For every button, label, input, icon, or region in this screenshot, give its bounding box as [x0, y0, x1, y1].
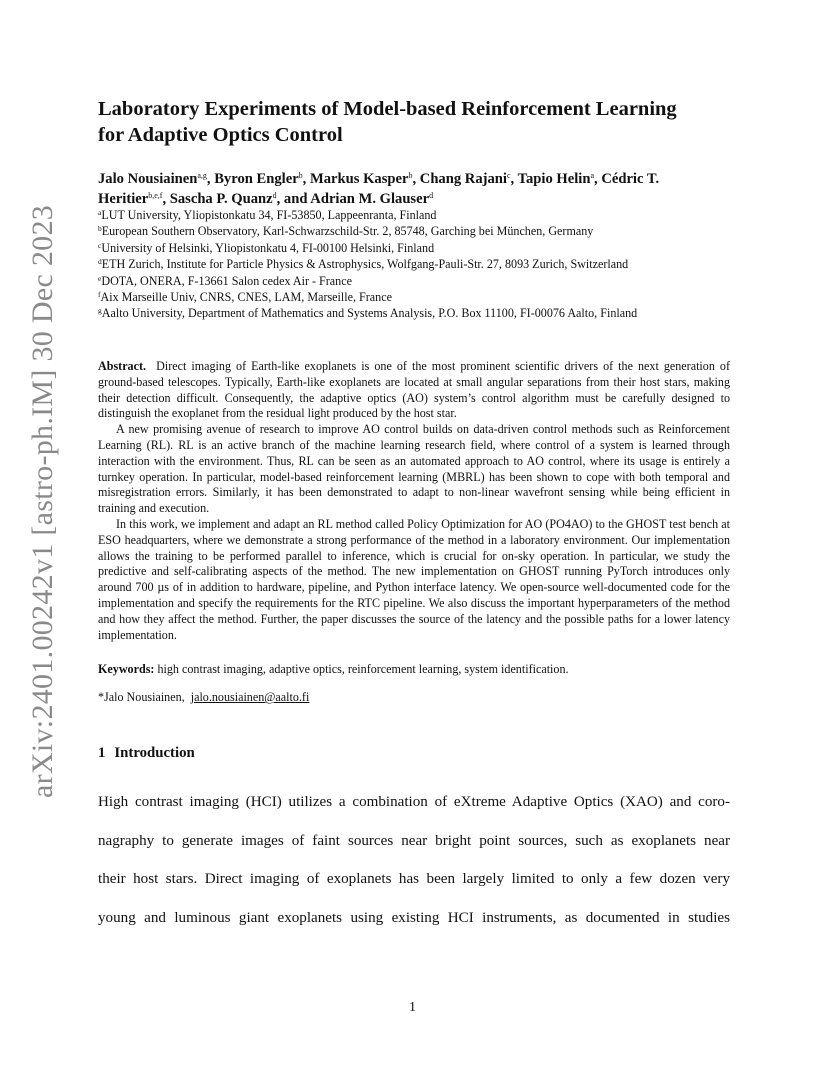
affiliation: [98, 207, 748, 223]
affiliation: [98, 256, 748, 272]
introduction-body: [98, 792, 730, 947]
affiliation-text: LUT University, Yliopistonkatu 34, FI-53850, Lappeenranta, Finland: [101, 208, 437, 222]
affiliation-text: University of Helsinki, Yliopistonkatu 4, FI-00100 Helsinki, Finland: [101, 240, 435, 255]
abstract: [98, 359, 730, 643]
author-affiliation-marker: c: [506, 171, 511, 180]
author-affiliation-marker: b: [408, 171, 413, 180]
affiliation-text: Aix Marseille Univ, CNRS, CNES, LAM, Marseille, France: [100, 290, 392, 305]
affiliation-marker: c: [98, 240, 102, 250]
author-name: Adrian M. Glauser: [310, 191, 430, 207]
title-line: Laboratory Experiments of Model-based Reinforcement Learning: [98, 98, 677, 120]
title-line: for Adaptive Optics Control: [98, 124, 343, 146]
author-separator: ,: [510, 171, 518, 187]
affiliation-text: Aalto University, Department of Mathematics and Systems Analysis, P.O. Box 11100, FI-00076 Aalto, Finland: [101, 306, 638, 321]
author-list: [98, 169, 730, 209]
abstract-paragraph-text: Direct imaging of Earth-like exoplanets is one of the most prominent scientific drivers of the next generation of ground-based telescopes. Typically, Earth-like exoplanets are located at small angular separations from their host stars, making their detection difficult. Consequently, the adaptive optics (AO) system’s control algorithm must be carefully designed to distinguish the exoplanet from the residual light produced by the host star.: [98, 359, 730, 421]
affiliation-marker: e: [98, 273, 102, 283]
email-link[interactable]: jalo.nousiainen@aalto.fi: [190, 690, 310, 704]
affiliation: [98, 223, 748, 239]
paper-title: [98, 96, 730, 148]
body-text-line: their host stars. Direct imaging of exoplanets has been largely limited to only a few dozen very: [98, 871, 730, 888]
body-text-line: young and luminous giant exoplanets using existing HCI instruments, as documented in studies: [98, 910, 730, 927]
author-name: Chang Rajani: [419, 171, 507, 187]
section-title: Introduction: [114, 745, 195, 761]
author-affiliation-marker: d: [272, 191, 277, 200]
author-name: Jalo Nousiainen: [98, 171, 198, 187]
author-affiliation-marker: a,g: [197, 171, 207, 180]
author-name: Tapio Helin: [517, 171, 591, 187]
affiliation-text: European Southern Observatory, Karl-Schwarzschild-Str. 2, 85748, Garching bei München, Germany: [101, 224, 594, 239]
author-name: Byron Engler: [214, 171, 299, 187]
abstract-paragraph: [98, 359, 730, 422]
corresponding-author-name: *Jalo Nousiainen,: [98, 690, 185, 704]
affiliation-marker: d: [98, 257, 102, 267]
affiliation-list: [98, 207, 748, 322]
author-affiliation-marker: b,e,f: [148, 191, 163, 200]
body-text-line: High contrast imaging (HCI) utilizes a combination of eXtreme Adaptive Optics (XAO) and coro-: [98, 794, 730, 810]
affiliation: [98, 289, 748, 305]
author-separator: ,: [412, 171, 420, 187]
author-separator: ,: [302, 171, 310, 187]
corresponding-author: [98, 690, 738, 705]
author-separator: ,: [162, 191, 170, 207]
affiliation-marker: b: [98, 224, 102, 234]
body-text-line: nagraphy to generate images of faint sources near bright point sources, such as exoplanets near: [98, 832, 730, 849]
arxiv-identifier-stamp: arXiv:2401.00242v1 [astro-ph.IM] 30 Dec 2023: [26, 204, 59, 798]
keywords: [98, 662, 738, 677]
page-number: 1: [409, 1000, 416, 1015]
affiliation: [98, 240, 748, 256]
author-separator: ,: [594, 171, 602, 187]
affiliation-text: ETH Zurich, Institute for Particle Physics & Astrophysics, Wolfgang-Pauli-Str. 27, 8093 Zurich, Switzerland: [101, 257, 629, 272]
abstract-paragraph: In this work, we implement and adapt an RL method called Policy Optimization for AO (PO4AO) to the GHOST test bench at ESO headquarters, where we demonstrate a strong performance of the method in a laboratory environment. Our implementation allows the training to be performed parallel to inference, which is crucial for on-sky operation. In particular, we study the predictive and self-calibrating aspects of the method. The new implementation on GHOST running PyTorch introduces only around 700 µs of in addition to hardware, pipeline, and Python interface latency. We open-source well-documented code for the implementation and specify the requirements for the RTC pipeline. We also discuss the important hyperparameters of the method and how they affect the method. Further, the paper discusses the source of the latency and the possible paths for a lower latency implementation.: [98, 516, 730, 642]
section-heading: [98, 745, 195, 762]
affiliation-text: DOTA, ONERA, F-13661 Salon cedex Air - France: [101, 273, 352, 288]
keywords-label: Keywords:: [98, 662, 155, 676]
author-line: [98, 189, 730, 209]
abstract-paragraph: A new promising avenue of research to improve AO control builds on data-driven control methods such as Reinforcement Learning (RL). RL is an active branch of the machine learning research field, where control of a system is learned through interaction with the environment. Thus, RL can be seen as an automated approach to AO control, where its usage is entirely a turnkey operation. In particular, model-based reinforcement learning (MBRL) has been shown to cope with both temporal and misregistration errors. Similarly, it has been demonstrated to adapt to non-linear wavefront sensing while being efficient in training and execution.: [98, 422, 730, 516]
affiliation-marker: f: [98, 290, 101, 300]
author-name: Markus Kasper: [309, 171, 409, 187]
affiliation-marker: g: [98, 306, 102, 316]
author-name-first-part: Cédric T.: [601, 171, 660, 187]
affiliation: [98, 273, 748, 289]
author-affiliation-marker: b: [298, 171, 303, 180]
affiliation-marker: a: [98, 208, 102, 217]
author-separator: , and: [276, 191, 311, 207]
affiliation: [98, 305, 748, 321]
author-separator: ,: [206, 171, 215, 187]
abstract-label: Abstract.: [98, 359, 147, 373]
keywords-text: high contrast imaging, adaptive optics, reinforcement learning, system identification.: [157, 662, 569, 676]
section-number: 1: [98, 745, 106, 761]
author-affiliation-marker: a: [590, 171, 595, 180]
author-line: [98, 169, 730, 189]
author-name: Sascha P. Quanz: [169, 191, 273, 207]
author-affiliation-marker: d: [429, 191, 434, 200]
author-name-second-part: Heritier: [98, 191, 149, 207]
